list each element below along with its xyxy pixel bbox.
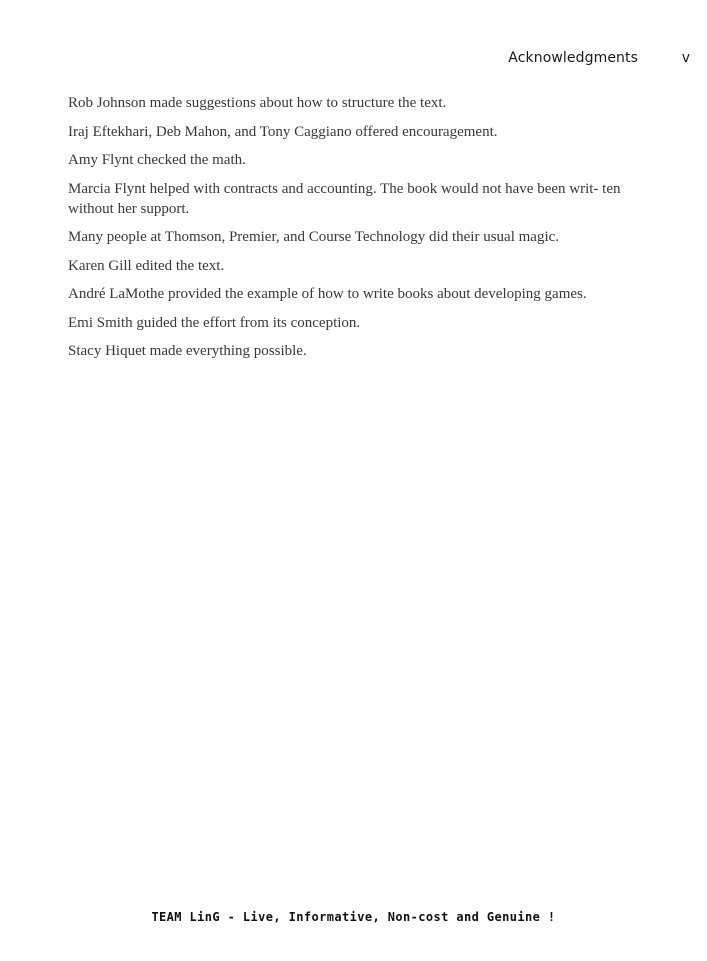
page-number: v: [681, 50, 690, 66]
paragraph: Iraj Eftekhari, Deb Mahon, and Tony Caggiano offered encouragement.: [68, 123, 498, 140]
paragraph: Many people at Thomson, Premier, and Course Technology did their usual magic.: [68, 229, 560, 245]
paragraph: Marcia Flynt helped with contracts and accounting. The book would not have been writ- ten without her support.: [68, 180, 621, 217]
paragraph: Emi Smith guided the effort from its conception.: [68, 314, 361, 331]
acknowledgments-body: [68, 93, 640, 370]
footer-text: TEAM LinG - Live, Informative, Non-cost and Genuine !: [151, 910, 556, 924]
paragraph: Amy Flynt checked the math.: [68, 152, 246, 168]
paragraph: Karen Gill edited the text.: [68, 257, 225, 274]
running-head: [0, 50, 707, 70]
paragraph: Rob Johnson made suggestions about how to structure the text.: [68, 95, 447, 111]
paragraph: André LaMothe provided the example of how to write books about developing games.: [68, 286, 587, 302]
paragraph: Stacy Hiquet made everything possible.: [68, 343, 307, 359]
section-title: Acknowledgments: [508, 50, 638, 66]
footer-watermark: [0, 910, 707, 924]
